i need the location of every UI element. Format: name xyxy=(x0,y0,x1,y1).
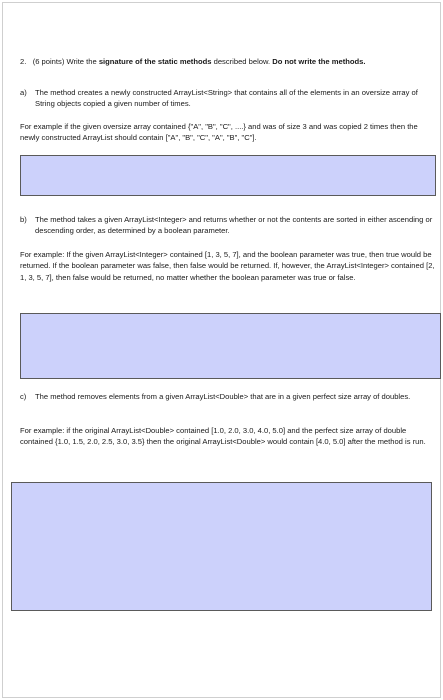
part-c-example: For example: if the original ArrayList<Double> contained [1.0, 2.0, 3.0, 4.0, 5.0] and the perfect size array of double contained {1.0, 1.5, 2.0, 2.5, 3.0, 3.5} then the original ArrayList<Double> would contain [4.0, 5.0] after the method is run. xyxy=(20,426,426,447)
part-a-answer-box[interactable] xyxy=(20,155,436,196)
part-c-letter: c) xyxy=(20,392,27,401)
part-b-example: For example: If the given ArrayList<Integer> contained [1, 3, 5, 7], and the boolean parameter was true, then true would be returned. If the boolean parameter was false, then false would be returned. If, however, the ArrayList<Integer> contained [2, 1, 3, 5, 7], then false would be returned, no matter whether the boolean parameter was true or false. xyxy=(20,250,435,282)
part-b-answer-box[interactable] xyxy=(20,313,441,379)
part-a-example: For example if the given oversize array contained {"A", "B", "C", ....} and was of size 3 and was copied 2 times then the newly constructed ArrayList should contain ["A", "B", "C", "A", "B", "C"]. xyxy=(20,122,418,143)
part-a-letter: a) xyxy=(20,88,27,97)
part-c-answer-box[interactable] xyxy=(11,482,432,611)
part-b-description: The method takes a given ArrayList<Integer> and returns whether or not the contents are sorted in either ascending or descending order, as determined by a boolean parameter. xyxy=(35,215,433,236)
question-points: (6 points) Write the xyxy=(32,57,99,66)
part-a-description: The method creates a newly constructed ArrayList<String> that contains all of the elements in an oversize array of String objects copied a given number of times. xyxy=(35,88,418,109)
question-number: 2. xyxy=(20,57,27,66)
part-c-description: The method removes elements from a given ArrayList<Double> that are in a given perfect size array of doubles. xyxy=(35,392,411,401)
question-emphasis-signature: signature of the static methods xyxy=(98,57,212,66)
question-middle: described below. xyxy=(211,57,273,66)
question-emphasis-instruction: Do not write the methods. xyxy=(272,57,366,66)
part-b-letter: b) xyxy=(20,215,27,224)
question-heading xyxy=(20,56,432,67)
